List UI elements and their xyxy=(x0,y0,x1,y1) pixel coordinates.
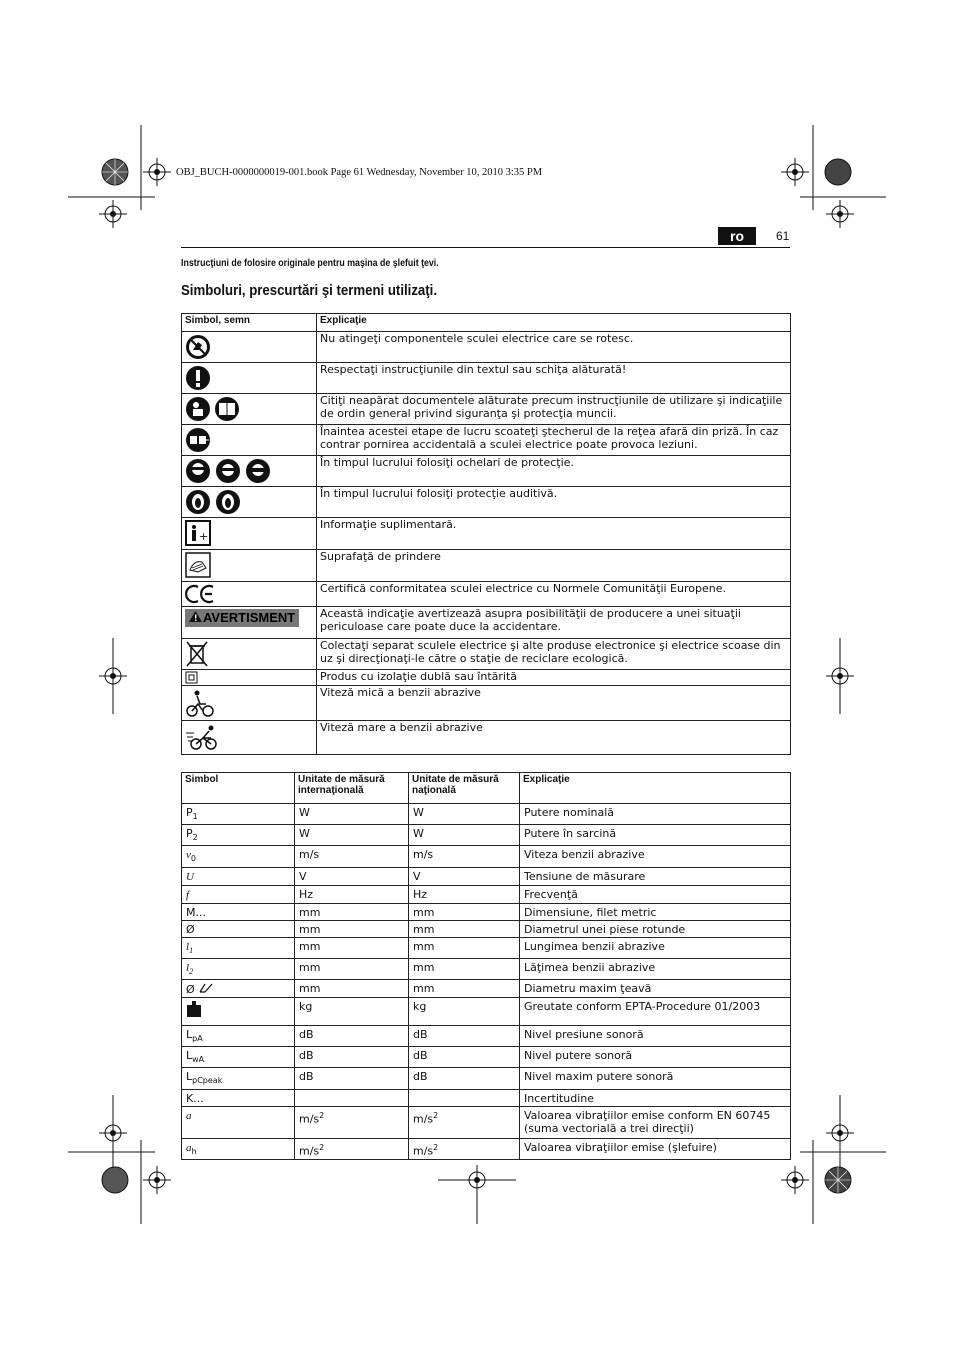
nat-unit-cell: Hz xyxy=(409,885,520,903)
symbol-cell xyxy=(182,937,295,958)
table-row xyxy=(182,1047,791,1068)
symbol-cell xyxy=(182,867,295,885)
ce-mark-icon xyxy=(185,584,215,604)
symbol-text: P xyxy=(186,827,193,841)
row-text: Produs cu izolaţie dublă sau întărită xyxy=(317,670,791,686)
nat-unit-cell: m/s xyxy=(409,846,520,867)
symbol-text: l xyxy=(186,961,190,974)
unit-superscript: 2 xyxy=(319,1110,325,1120)
section-title: Simboluri, prescurtări şi termeni utilizaţi. xyxy=(181,282,437,299)
symbol-text: Ø xyxy=(186,982,195,996)
symbol-subscript: 2 xyxy=(189,966,194,976)
intl-unit-cell: m/s xyxy=(295,846,409,867)
table-row xyxy=(182,885,791,903)
row-text: Viteză mare a benzii abrazive xyxy=(317,721,791,755)
nat-unit-cell: kg xyxy=(409,997,520,1025)
no-touch-rotating-icon xyxy=(185,334,211,360)
symbol-cell xyxy=(182,920,295,937)
explanation-cell: Dimensiune, filet metric xyxy=(520,903,791,920)
unit-superscript: 2 xyxy=(433,1142,439,1152)
explanation-cell: Lungimea benzii abrazive xyxy=(520,937,791,958)
col-symbol-header: Simbol, semn xyxy=(182,314,317,332)
symbol-text: a xyxy=(186,1109,192,1122)
table-row xyxy=(182,997,791,1025)
table-row xyxy=(182,920,791,937)
col-header: Unitate de măsură naţională xyxy=(409,773,520,804)
language-badge: ro xyxy=(718,227,756,245)
double-insulation-icon xyxy=(185,671,198,684)
table-row xyxy=(182,867,791,885)
intl-unit-cell: V xyxy=(295,867,409,885)
nat-unit-cell: dB xyxy=(409,1068,520,1089)
table-row xyxy=(182,979,791,997)
page-number: 61 xyxy=(776,229,790,243)
table-row xyxy=(182,937,791,958)
table-row xyxy=(182,903,791,920)
intl-unit-cell: Hz xyxy=(295,885,409,903)
row-text: Această indicaţie avertizează asupra posibilităţii de producere a unei situaţii periculoase care poate duce la accidentare. xyxy=(317,607,791,639)
table-row xyxy=(182,518,791,550)
symbol-subscript: h xyxy=(191,1146,197,1156)
table-row xyxy=(182,1068,791,1089)
intl-unit-cell: mm xyxy=(295,979,409,997)
explanation-cell: Lăţimea benzii abrazive xyxy=(520,958,791,979)
symbols-header-row xyxy=(182,314,791,332)
symbol-text: L xyxy=(186,1049,193,1063)
high-speed-bike-icon xyxy=(185,723,219,751)
nat-unit-cell: mm xyxy=(409,958,520,979)
nat-unit-cell: $m/s^2$ xyxy=(409,1138,520,1159)
info-icon xyxy=(185,520,211,546)
symbol-text: L xyxy=(186,1027,193,1041)
table-row xyxy=(182,550,791,582)
explanation-cell: Putere în sarcină xyxy=(520,825,791,846)
intl-unit-cell: mm xyxy=(295,937,409,958)
symbol-cell xyxy=(182,885,295,903)
slow-speed-bike-icon xyxy=(185,688,215,718)
explanation-cell: Valoarea vibraţiilor emise conform EN 60745 (suma vectorială a trei direcţii) xyxy=(520,1106,791,1138)
symbol-cell xyxy=(182,1068,295,1089)
row-text: Viteză mică a benzii abrazive xyxy=(317,686,791,721)
table-row xyxy=(182,639,791,670)
table-row xyxy=(182,1089,791,1106)
symbol-cell xyxy=(182,1025,295,1046)
symbol-text: v xyxy=(186,849,191,862)
intl-unit-cell: mm xyxy=(295,958,409,979)
symbol-cell xyxy=(182,997,295,1025)
table-row xyxy=(182,394,791,425)
explanation-cell: Viteza benzii abrazive xyxy=(520,846,791,867)
explanation-cell: Diametru maxim ţeavă xyxy=(520,979,791,997)
table-row xyxy=(182,804,791,825)
symbol-cell xyxy=(182,1106,295,1138)
symbol-text: P xyxy=(186,806,193,819)
table-row xyxy=(182,1106,791,1138)
table-row xyxy=(182,825,791,846)
row-text: Informaţie suplimentară. xyxy=(317,518,791,550)
table-row xyxy=(182,456,791,487)
symbol-text: a xyxy=(186,1141,192,1154)
symbol-subscript: 1 xyxy=(189,945,194,955)
grip-surface-icon xyxy=(185,552,211,578)
intl-unit-cell xyxy=(295,1089,409,1106)
table-row xyxy=(182,686,791,721)
nat-unit-cell: mm xyxy=(409,920,520,937)
nat-unit-cell: dB xyxy=(409,1047,520,1068)
row-text: Citiţi neapărat documentele alăturate precum instrucţiunile de utilizare şi indicaţiile de ordin general privind siguranţa şi protecţia muncii. xyxy=(317,394,791,425)
table-row xyxy=(182,1025,791,1046)
nat-unit-cell: mm xyxy=(409,937,520,958)
symbols-table xyxy=(181,313,791,755)
explanation-cell: Frecvenţă xyxy=(520,885,791,903)
table-row xyxy=(182,958,791,979)
symbol-text: l xyxy=(186,940,190,953)
intl-unit-cell: W xyxy=(295,804,409,825)
intl-unit-cell: dB xyxy=(295,1068,409,1089)
warning-triangle-icon xyxy=(188,610,203,623)
weight-icon xyxy=(186,1000,202,1018)
explanation-cell: Incertitudine xyxy=(520,1089,791,1106)
symbol-subscript: pCpeak xyxy=(192,1076,223,1086)
intl-unit-cell: dB xyxy=(295,1047,409,1068)
pipe-icon xyxy=(195,983,215,996)
book-info-line: OBJ_BUCH-0000000019-001.book Page 61 Wednesday, November 10, 2010 3:35 PM xyxy=(176,167,543,178)
col-explanation-header: Explicaţie xyxy=(317,314,791,332)
intl-unit-cell: mm xyxy=(295,903,409,920)
document-subtitle: Instrucţiuni de folosire originale pentru maşina de şlefuit ţevi. xyxy=(181,258,439,269)
explanation-cell: Tensiune de măsurare xyxy=(520,867,791,885)
nat-unit-cell: $m/s^2$ xyxy=(409,1106,520,1138)
exclamation-icon xyxy=(185,365,211,391)
table-row xyxy=(182,487,791,518)
row-text: Suprafaţă de prindere xyxy=(317,550,791,582)
symbol-subscript: wA xyxy=(192,1055,205,1065)
read-manual-icon xyxy=(185,396,241,422)
symbol-cell xyxy=(182,903,295,920)
symbol-subscript: 2 xyxy=(192,833,198,843)
explanation-cell: Valoarea vibraţiilor emise (şlefuire) xyxy=(520,1138,791,1159)
col-header: Simbol xyxy=(182,773,295,804)
eye-protection-icon xyxy=(185,458,271,484)
symbol-text: U xyxy=(186,870,194,883)
symbol-subscript: 0 xyxy=(190,854,196,864)
symbol-text: Ø xyxy=(186,922,195,936)
units-header-row xyxy=(182,773,791,804)
symbol-cell xyxy=(182,1047,295,1068)
explanation-cell: Greutate conform EPTA-Procedure 01/2003 xyxy=(520,997,791,1025)
row-text: Certifică conformitatea sculei electrice cu Normele Comunităţii Europene. xyxy=(317,582,791,607)
intl-unit-cell: mm xyxy=(295,920,409,937)
symbol-cell xyxy=(182,979,295,997)
symbol-cell xyxy=(182,804,295,825)
nat-unit-cell: mm xyxy=(409,979,520,997)
warning-badge-label: AVERTISMENT xyxy=(203,610,296,625)
header-rule xyxy=(181,247,790,248)
nat-unit-cell: W xyxy=(409,825,520,846)
explanation-cell: Nivel maxim putere sonoră xyxy=(520,1068,791,1089)
unplug-icon xyxy=(185,427,211,453)
nat-unit-cell: dB xyxy=(409,1025,520,1046)
ear-protection-icon xyxy=(185,489,241,515)
intl-unit-cell: W xyxy=(295,825,409,846)
intl-unit-cell: kg xyxy=(295,997,409,1025)
col-header: Explicaţie xyxy=(520,773,791,804)
explanation-cell: Nivel presiune sonoră xyxy=(520,1025,791,1046)
col-header: Unitate de măsură internaţională xyxy=(295,773,409,804)
svg-text:+: + xyxy=(199,530,209,543)
table-row xyxy=(182,425,791,456)
row-text: Respectaţi instrucţiunile din textul sau schiţa alăturată! xyxy=(317,363,791,394)
units-table xyxy=(181,772,791,1160)
nat-unit-cell: V xyxy=(409,867,520,885)
symbol-text: M... xyxy=(186,905,206,919)
table-row xyxy=(182,332,791,363)
table-row xyxy=(182,1138,791,1159)
table-row xyxy=(182,363,791,394)
nat-unit-cell xyxy=(409,1089,520,1106)
intl-unit-cell: dB xyxy=(295,1025,409,1046)
unit-superscript: 2 xyxy=(433,1110,439,1120)
symbol-subscript: pA xyxy=(192,1034,203,1044)
row-text: Nu atingeţi componentele sculei electrice care se rotesc. xyxy=(317,332,791,363)
row-text: În timpul lucrului folosiţi ochelari de protecţie. xyxy=(317,456,791,487)
warning-badge xyxy=(185,609,299,627)
symbol-text: K... xyxy=(186,1091,204,1105)
symbol-text: L xyxy=(186,1070,193,1084)
table-row xyxy=(182,607,791,639)
units-body xyxy=(182,804,791,1160)
row-text: În timpul lucrului folosiţi protecţie auditivă. xyxy=(317,487,791,518)
table-row xyxy=(182,582,791,607)
table-row xyxy=(182,721,791,755)
unit-superscript: 2 xyxy=(319,1142,325,1152)
intl-unit-cell: $m/s^2$ xyxy=(295,1138,409,1159)
explanation-cell: Putere nominală xyxy=(520,804,791,825)
nat-unit-cell: W xyxy=(409,804,520,825)
explanation-cell: Nivel putere sonoră xyxy=(520,1047,791,1068)
table-row xyxy=(182,670,791,686)
symbol-subscript: 1 xyxy=(192,812,198,822)
weee-bin-icon xyxy=(185,641,209,667)
intl-unit-cell: $m/s^2$ xyxy=(295,1106,409,1138)
symbol-cell xyxy=(182,1138,295,1159)
symbol-cell xyxy=(182,846,295,867)
symbol-cell xyxy=(182,958,295,979)
table-row xyxy=(182,846,791,867)
symbol-cell xyxy=(182,1089,295,1106)
row-text: Colectaţi separat sculele electrice şi alte produse electronice şi electrice scoase din uz şi direcţionaţi-le către o staţie de reciclare ecologică. xyxy=(317,639,791,670)
symbol-text: f xyxy=(186,888,190,901)
row-text: Înaintea acestei etape de lucru scoateţi ştecherul de la reţea afară din priză. În caz contrar pornirea accidentală a sculei electrice poate provoca leziuni. xyxy=(317,425,791,456)
symbol-cell xyxy=(182,825,295,846)
nat-unit-cell: mm xyxy=(409,903,520,920)
explanation-cell: Diametrul unei piese rotunde xyxy=(520,920,791,937)
